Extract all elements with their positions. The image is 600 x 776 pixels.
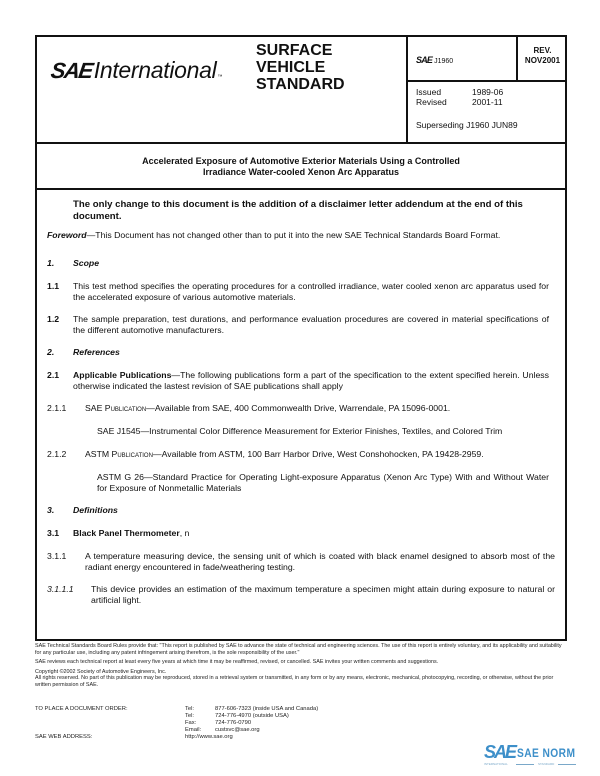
contact-key: Tel: bbox=[185, 706, 195, 712]
copyright-line: Copyright ©2002 Society of Automotive Engineers, Inc. bbox=[35, 668, 167, 675]
title-line-2: Irradiance Water-cooled Xenon Arc Apparatus bbox=[202, 167, 400, 177]
revision-value: NOV2001 bbox=[524, 56, 561, 65]
section-body: , n bbox=[179, 528, 190, 538]
watermark-sub-right: STANDARD bbox=[538, 762, 555, 766]
international-wordmark: International bbox=[93, 57, 217, 83]
watermark-sub-left: INTERNATIONAL bbox=[484, 762, 508, 766]
rules-disclaimer: SAE Technical Standards Board Rules provide that: "This report is published by SAE to advance the state of technical and engineering sciences. The use of this report is entirely voluntary, and its applicability and suitability for any particular use, including any patent infringement arising therefrom, is the sole responsibility of the user." bbox=[35, 643, 562, 656]
section-text: This test method specifies the operating procedures for a controlled irradiance, water cooled xenon arc apparatus used for the accelerated exposure of various automotive materials. bbox=[73, 281, 549, 302]
document-footer bbox=[35, 643, 565, 689]
order-label: TO PLACE A DOCUMENT ORDER: bbox=[35, 706, 128, 712]
web-address-label: SAE WEB ADDRESS: bbox=[35, 734, 93, 740]
section-text bbox=[85, 449, 555, 460]
section-title: Definitions bbox=[73, 505, 118, 515]
sae-norm-watermark bbox=[484, 742, 599, 770]
phone-outside-usa: 724-776-4970 (outside USA) bbox=[215, 713, 289, 719]
section-text bbox=[73, 370, 549, 392]
issued-value: 1989-06 bbox=[472, 87, 504, 97]
reference-text: SAE J1545—Instrumental Color Difference Measurement for Exterior Finishes, Textiles, and Colored Trim bbox=[97, 426, 503, 436]
issued-label: Issued bbox=[416, 87, 442, 97]
section-number: 3.1 bbox=[47, 528, 60, 538]
section-text bbox=[85, 403, 555, 414]
section-number: 3.1.1.1 bbox=[47, 584, 74, 594]
section-title: Applicable Publications bbox=[73, 370, 172, 380]
change-note: The only change to this document is the addition of a disclaimer letter addendum at the end of this document. bbox=[73, 199, 523, 222]
revision-box bbox=[516, 37, 567, 80]
contact-key: Tel: bbox=[185, 713, 195, 719]
document-title bbox=[37, 144, 565, 190]
section-title: SAE Publication bbox=[85, 403, 147, 413]
fax-number: 724-776-0790 bbox=[215, 720, 252, 726]
watermark-divider bbox=[558, 764, 576, 765]
standard-title-line: SURFACE bbox=[256, 42, 333, 59]
review-notice: SAE reviews each technical report at least every five years at which time it may be reaffirmed, revised, or cancelled. SAE invites your written comments and suggestions. bbox=[35, 659, 439, 666]
web-address-link[interactable]: http://www.sae.org bbox=[185, 734, 233, 740]
contact-key: Email: bbox=[185, 727, 202, 733]
document-number bbox=[416, 55, 453, 65]
revised-label: Revised bbox=[416, 97, 447, 107]
sae-international-logo bbox=[51, 57, 222, 84]
phone-inside-usa: 877-606-7323 (inside USA and Canada) bbox=[215, 706, 319, 712]
email-link[interactable]: custsvc@sae.org bbox=[215, 727, 260, 733]
foreword-label: Foreword bbox=[47, 230, 87, 240]
section-body: —Available from SAE, 400 Commonwealth Drive, Warrendale, PA 15096-0001. bbox=[146, 403, 451, 413]
section-number: 1.2 bbox=[47, 314, 60, 324]
section-body: —The following publications form a part of the specification to the extent specified herein. Unless otherwise indicated the lastest revision of SAE publications shall apply bbox=[73, 370, 549, 391]
sae-logo-mark: SAE bbox=[49, 58, 94, 83]
foreword-text: —This Document has not changed other than to put it into the new SAE Technical Standards Board Format. bbox=[86, 230, 501, 240]
foreword bbox=[47, 230, 557, 241]
section-body: —Available from ASTM, 100 Barr Harbor Drive, West Conshohocken, PA 19428-2959. bbox=[152, 449, 484, 459]
document-frame bbox=[35, 35, 567, 641]
document-dates bbox=[416, 87, 503, 107]
watermark-name: SAE NORM bbox=[517, 746, 576, 760]
section-title: References bbox=[73, 347, 120, 357]
section-title: Black Panel Thermometer bbox=[73, 528, 180, 538]
document-info-box bbox=[406, 37, 567, 142]
section-number: 2. bbox=[47, 347, 55, 357]
contact-key: Fax: bbox=[185, 720, 197, 726]
rights-notice: All rights reserved. No part of this publication may be reproduced, stored in a retrieval system or transmitted, in any form or by any means, electronic, mechanical, photocopying, recording, or otherwise, without the prior written permission of SAE. bbox=[35, 675, 554, 688]
section-number: 3.1.1 bbox=[47, 551, 67, 561]
standard-type-title bbox=[256, 42, 345, 93]
section-text bbox=[73, 528, 549, 539]
standard-title-line: STANDARD bbox=[256, 76, 345, 93]
title-line-1: Accelerated Exposure of Automotive Exterior Materials Using a Controlled bbox=[142, 156, 460, 166]
sae-small-logo: SAE bbox=[416, 55, 433, 65]
section-number: 1. bbox=[47, 258, 55, 268]
watermark-sae-logo: SAE bbox=[484, 742, 516, 762]
watermark-divider bbox=[516, 764, 534, 765]
section-text: This device provides an estimation of the maximum temperature a specimen might attain during exposure to natural or artificial light. bbox=[91, 584, 555, 605]
section-number: 2.1 bbox=[47, 370, 60, 380]
document-number-value: J1960 bbox=[434, 58, 454, 65]
superseding-text: Superseding J1960 JUN89 bbox=[416, 120, 518, 130]
document-header bbox=[37, 37, 565, 144]
section-text: A temperature measuring device, the sensing unit of which is coated with black enamel designed to absorb most of the radiant energy encountered in fade/weathering testing. bbox=[85, 551, 555, 572]
section-title: ASTM Publication bbox=[85, 449, 153, 459]
revision-label: REV. bbox=[533, 46, 552, 55]
section-number: 3. bbox=[47, 505, 55, 515]
section-title: Scope bbox=[73, 258, 100, 268]
section-number: 1.1 bbox=[47, 281, 60, 291]
document-number-row bbox=[408, 37, 567, 82]
section-number: 2.1.1 bbox=[47, 403, 67, 413]
section-text: The sample preparation, test durations, and performance evaluation procedures are covered in material specifications of the different automotive manufacturers. bbox=[73, 314, 549, 335]
standard-title-line: VEHICLE bbox=[256, 59, 326, 76]
revised-value: 2001-11 bbox=[472, 97, 503, 107]
section-number: 2.1.2 bbox=[47, 449, 67, 459]
trademark-symbol: ™ bbox=[217, 74, 223, 80]
reference-text: ASTM G 26—Standard Practice for Operating Light-exposure Apparatus (Xenon Arc Type) With and Without Water for Exposure of Nonmetallic Materials bbox=[97, 472, 549, 493]
